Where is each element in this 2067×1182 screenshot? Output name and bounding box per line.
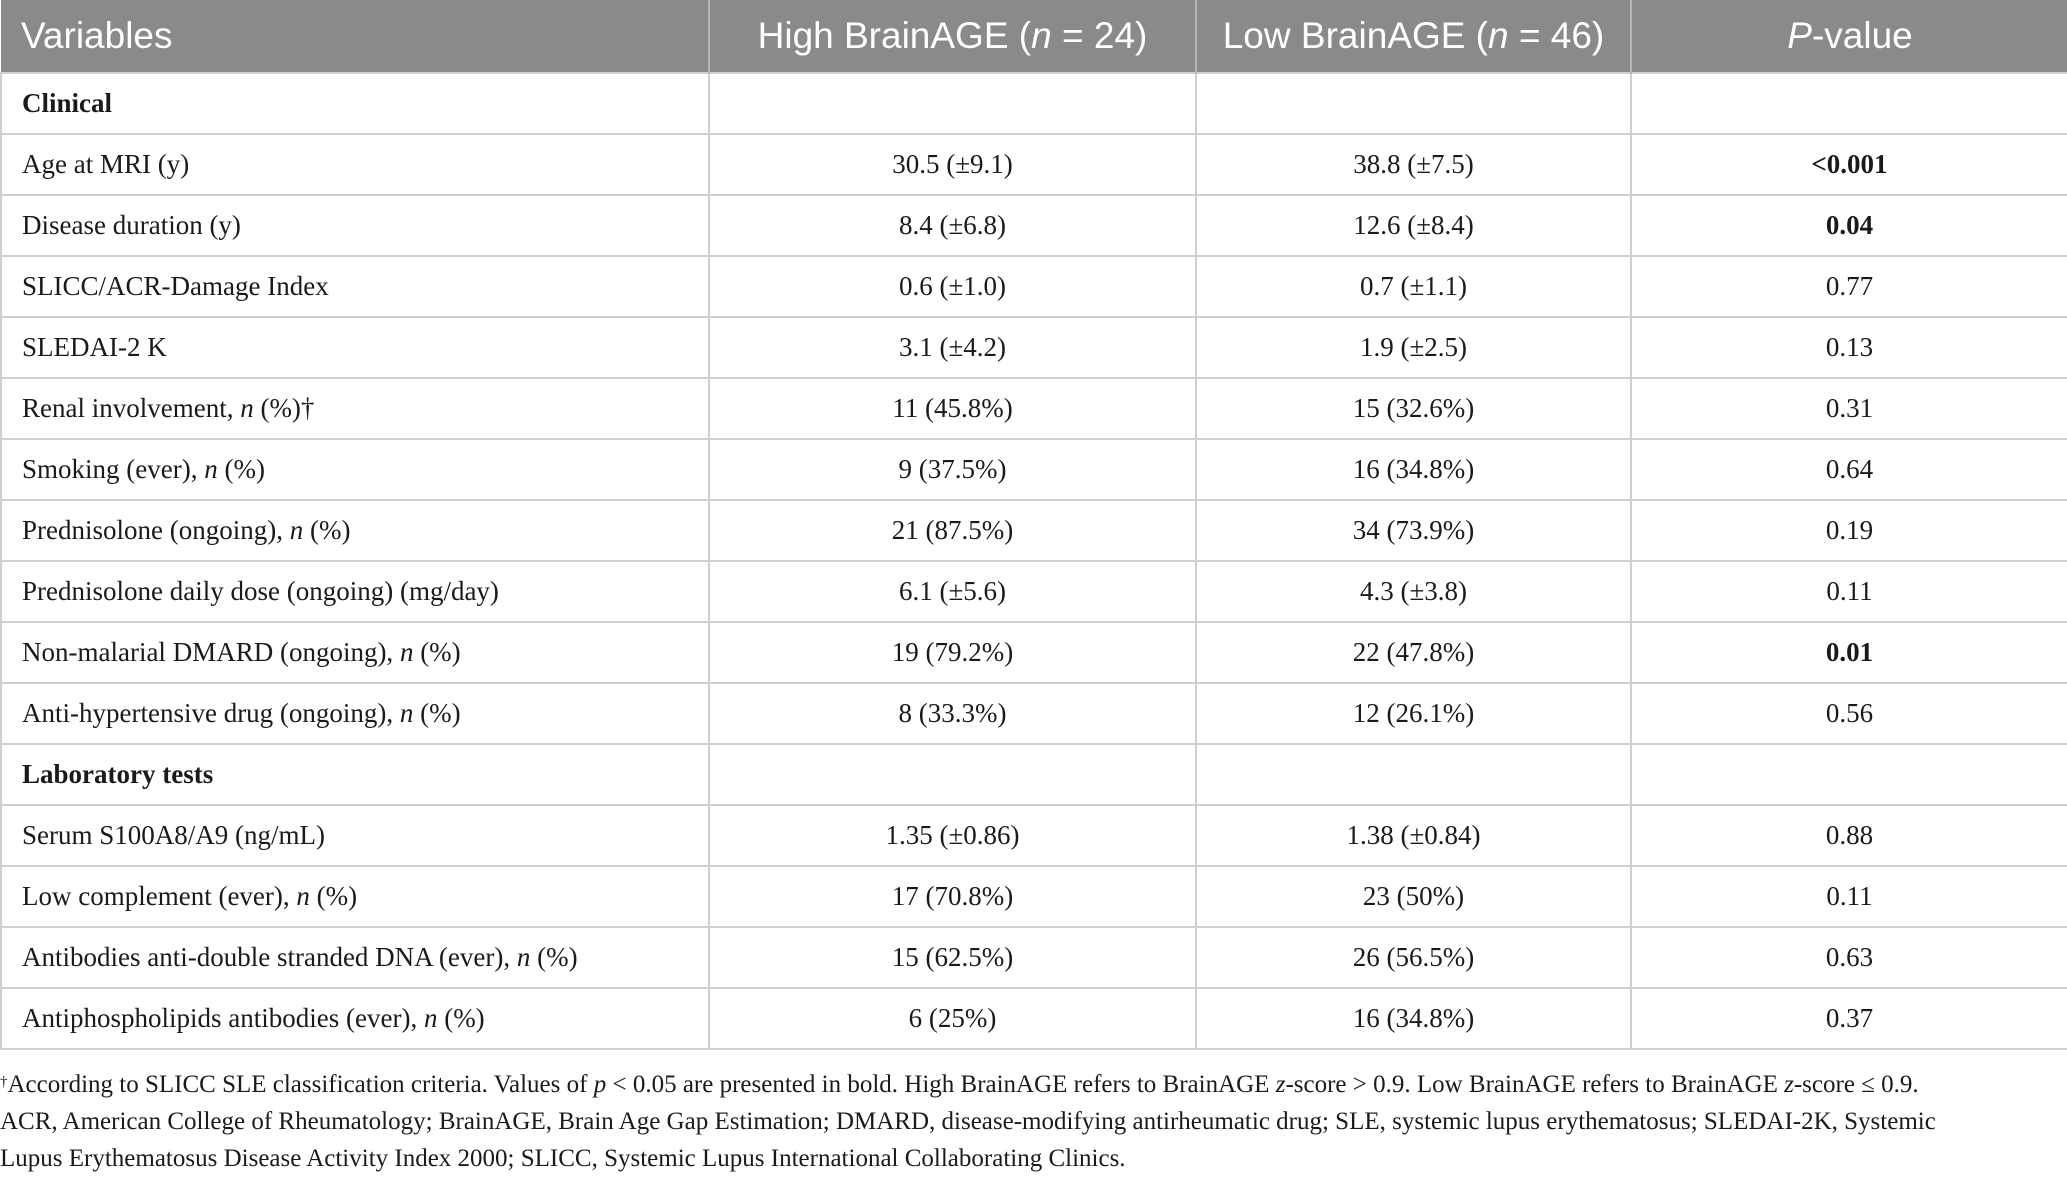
cell-low: 38.8 (±7.5) — [1196, 134, 1631, 195]
footnote-text: < 0.05 are presented in bold. High BrainAGE refers to BrainAGE — [606, 1071, 1276, 1098]
footnote-line-1 — [0, 1066, 2060, 1103]
cell-p-value: 0.19 — [1631, 500, 2067, 561]
row-label — [1, 500, 709, 561]
table-row — [1, 988, 2067, 1049]
cell-p-value: 0.77 — [1631, 256, 2067, 317]
table-row — [1, 195, 2067, 256]
row-label-text: Prednisolone daily dose (ongoing) (mg/day) — [22, 576, 499, 606]
header-p-post: -value — [1811, 15, 1913, 56]
table-row — [1, 561, 2067, 622]
row-label-text: Smoking (ever), — [22, 454, 205, 484]
cell-low: 26 (56.5%) — [1196, 927, 1631, 988]
footnote-text: -score > 0.9. Low BrainAGE refers to BrainAGE — [1285, 1071, 1785, 1098]
row-label-text: SLEDAI-2 K — [22, 332, 167, 362]
cell-high: 21 (87.5%) — [709, 500, 1196, 561]
cell-p-value: 0.11 — [1631, 561, 2067, 622]
cell-p-value: 0.64 — [1631, 439, 2067, 500]
table-row — [1, 378, 2067, 439]
cell-p-value: 0.31 — [1631, 378, 2067, 439]
row-label-suffix: (%) — [217, 454, 265, 484]
row-label-text: Low complement (ever), — [22, 881, 297, 911]
row-label-text: Disease duration (y) — [22, 210, 241, 240]
table-footnote — [0, 1066, 2060, 1177]
row-label-italic: n — [423, 1003, 438, 1033]
row-label-text: Age at MRI (y) — [22, 149, 190, 179]
footnote-italic-p: p — [593, 1071, 607, 1098]
row-label — [1, 561, 709, 622]
row-label-suffix: (%) — [413, 698, 461, 728]
row-label-suffix: (%)† — [253, 393, 315, 423]
cell-high: 17 (70.8%) — [709, 866, 1196, 927]
footnote-line-3: Lupus Erythematosus Disease Activity Index 2000; SLICC, Systemic Lupus International Collaborating Clinics. — [0, 1145, 1126, 1172]
footnote-line-2: ACR, American College of Rheumatology; BrainAGE, Brain Age Gap Estimation; DMARD, disease-modifying antirheumatic drug; SLE, systemic lupus erythematosus; SLEDAI-2K, Systemic — [0, 1108, 1936, 1135]
empty-cell — [709, 744, 1196, 805]
cell-high: 11 (45.8%) — [709, 378, 1196, 439]
cell-p-value: 0.04 — [1631, 195, 2067, 256]
row-label — [1, 439, 709, 500]
cell-high: 9 (37.5%) — [709, 439, 1196, 500]
cell-p-value: 0.63 — [1631, 927, 2067, 988]
section-label-laboratory: Laboratory tests — [1, 744, 709, 805]
table-row — [1, 927, 2067, 988]
cell-p-value: 0.11 — [1631, 866, 2067, 927]
footnote-italic-z: z — [1784, 1071, 1794, 1098]
table-row — [1, 256, 2067, 317]
footnote-italic-z: z — [1275, 1071, 1286, 1098]
row-label — [1, 805, 709, 866]
cell-high: 8.4 (±6.8) — [709, 195, 1196, 256]
cell-low: 34 (73.9%) — [1196, 500, 1631, 561]
row-label-italic: n — [516, 942, 531, 972]
cell-low: 4.3 (±3.8) — [1196, 561, 1631, 622]
cell-p-value: 0.01 — [1631, 622, 2067, 683]
empty-cell — [1196, 73, 1631, 134]
header-high-brainage — [709, 0, 1196, 73]
row-label — [1, 378, 709, 439]
header-low-pre: Low BrainAGE ( — [1222, 15, 1489, 56]
row-label-italic: n — [296, 881, 310, 911]
cell-high: 6.1 (±5.6) — [709, 561, 1196, 622]
row-label — [1, 866, 709, 927]
cell-high: 6 (25%) — [709, 988, 1196, 1049]
table-row — [1, 622, 2067, 683]
row-label-suffix: (%) — [413, 637, 461, 667]
table-row — [1, 866, 2067, 927]
row-label-text: SLICC/ACR-Damage Index — [22, 271, 329, 301]
row-label-text: Antibodies anti-double stranded DNA (ever), — [22, 942, 517, 972]
footnote-text: According to SLICC SLE classification criteria. Values of — [7, 1071, 594, 1098]
cell-low: 22 (47.8%) — [1196, 622, 1631, 683]
empty-cell — [1196, 744, 1631, 805]
row-label-text: Antiphospholipids antibodies (ever), — [22, 1003, 424, 1033]
cell-low: 12 (26.1%) — [1196, 683, 1631, 744]
row-label-italic: n — [240, 393, 254, 423]
cell-low: 16 (34.8%) — [1196, 988, 1631, 1049]
row-label-suffix: (%) — [530, 942, 578, 972]
header-variables-text: Variables — [21, 15, 173, 56]
row-label-italic: n — [289, 515, 304, 545]
row-label-text: Prednisolone (ongoing), — [22, 515, 290, 545]
cell-high: 15 (62.5%) — [709, 927, 1196, 988]
empty-cell — [1631, 73, 2067, 134]
empty-cell — [709, 73, 1196, 134]
row-label — [1, 195, 709, 256]
header-p: P — [1787, 15, 1812, 56]
table-row — [1, 134, 2067, 195]
cell-high: 3.1 (±4.2) — [709, 317, 1196, 378]
header-low-n: n — [1488, 15, 1509, 56]
row-label — [1, 256, 709, 317]
header-high-n: n — [1031, 15, 1052, 56]
cell-high: 0.6 (±1.0) — [709, 256, 1196, 317]
empty-cell — [1631, 744, 2067, 805]
row-label-italic: n — [399, 637, 414, 667]
row-label-suffix: (%) — [309, 881, 358, 911]
header-high-post: = 24) — [1051, 15, 1148, 56]
header-p-value — [1631, 0, 2067, 73]
cell-low: 23 (50%) — [1196, 866, 1631, 927]
cell-high: 1.35 (±0.86) — [709, 805, 1196, 866]
cell-low: 1.9 (±2.5) — [1196, 317, 1631, 378]
table-row — [1, 683, 2067, 744]
cell-p-value: 0.37 — [1631, 988, 2067, 1049]
table-row — [1, 439, 2067, 500]
cell-high: 8 (33.3%) — [709, 683, 1196, 744]
row-label — [1, 134, 709, 195]
row-label-suffix: (%) — [303, 515, 351, 545]
cell-high: 30.5 (±9.1) — [709, 134, 1196, 195]
cell-low: 15 (32.6%) — [1196, 378, 1631, 439]
header-low-post: = 46) — [1508, 15, 1605, 56]
header-low-brainage — [1196, 0, 1631, 73]
row-label — [1, 927, 709, 988]
cell-low: 12.6 (±8.4) — [1196, 195, 1631, 256]
row-label — [1, 683, 709, 744]
cell-p-value: 0.56 — [1631, 683, 2067, 744]
table-row — [1, 500, 2067, 561]
footnote-text: -score ≤ 0.9. — [1793, 1071, 1919, 1098]
header-variables — [1, 0, 709, 73]
row-label — [1, 988, 709, 1049]
section-row-laboratory — [1, 744, 2067, 805]
header-high-pre: High BrainAGE ( — [757, 15, 1032, 56]
cell-high: 19 (79.2%) — [709, 622, 1196, 683]
cell-low: 1.38 (±0.84) — [1196, 805, 1631, 866]
header-row — [1, 0, 2067, 73]
cell-p-value: 0.88 — [1631, 805, 2067, 866]
row-label-text: Renal involvement, — [22, 393, 241, 423]
cell-low: 16 (34.8%) — [1196, 439, 1631, 500]
row-label-text: Non-malarial DMARD (ongoing), — [22, 637, 400, 667]
cell-low: 0.7 (±1.1) — [1196, 256, 1631, 317]
row-label-suffix: (%) — [437, 1003, 485, 1033]
row-label-italic: n — [204, 454, 218, 484]
row-label-italic: n — [399, 698, 414, 728]
section-label-clinical: Clinical — [1, 73, 709, 134]
footnote-dagger: † — [0, 1074, 8, 1090]
row-label — [1, 317, 709, 378]
cell-p-value: <0.001 — [1631, 134, 2067, 195]
row-label-text: Serum S100A8/A9 (ng/mL) — [22, 820, 325, 850]
table-body — [1, 73, 2067, 1049]
cell-p-value: 0.13 — [1631, 317, 2067, 378]
table-row — [1, 317, 2067, 378]
table-header — [1, 0, 2067, 73]
table-row — [1, 805, 2067, 866]
section-row-clinical — [1, 73, 2067, 134]
row-label — [1, 622, 709, 683]
row-label-text: Anti-hypertensive drug (ongoing), — [22, 698, 400, 728]
